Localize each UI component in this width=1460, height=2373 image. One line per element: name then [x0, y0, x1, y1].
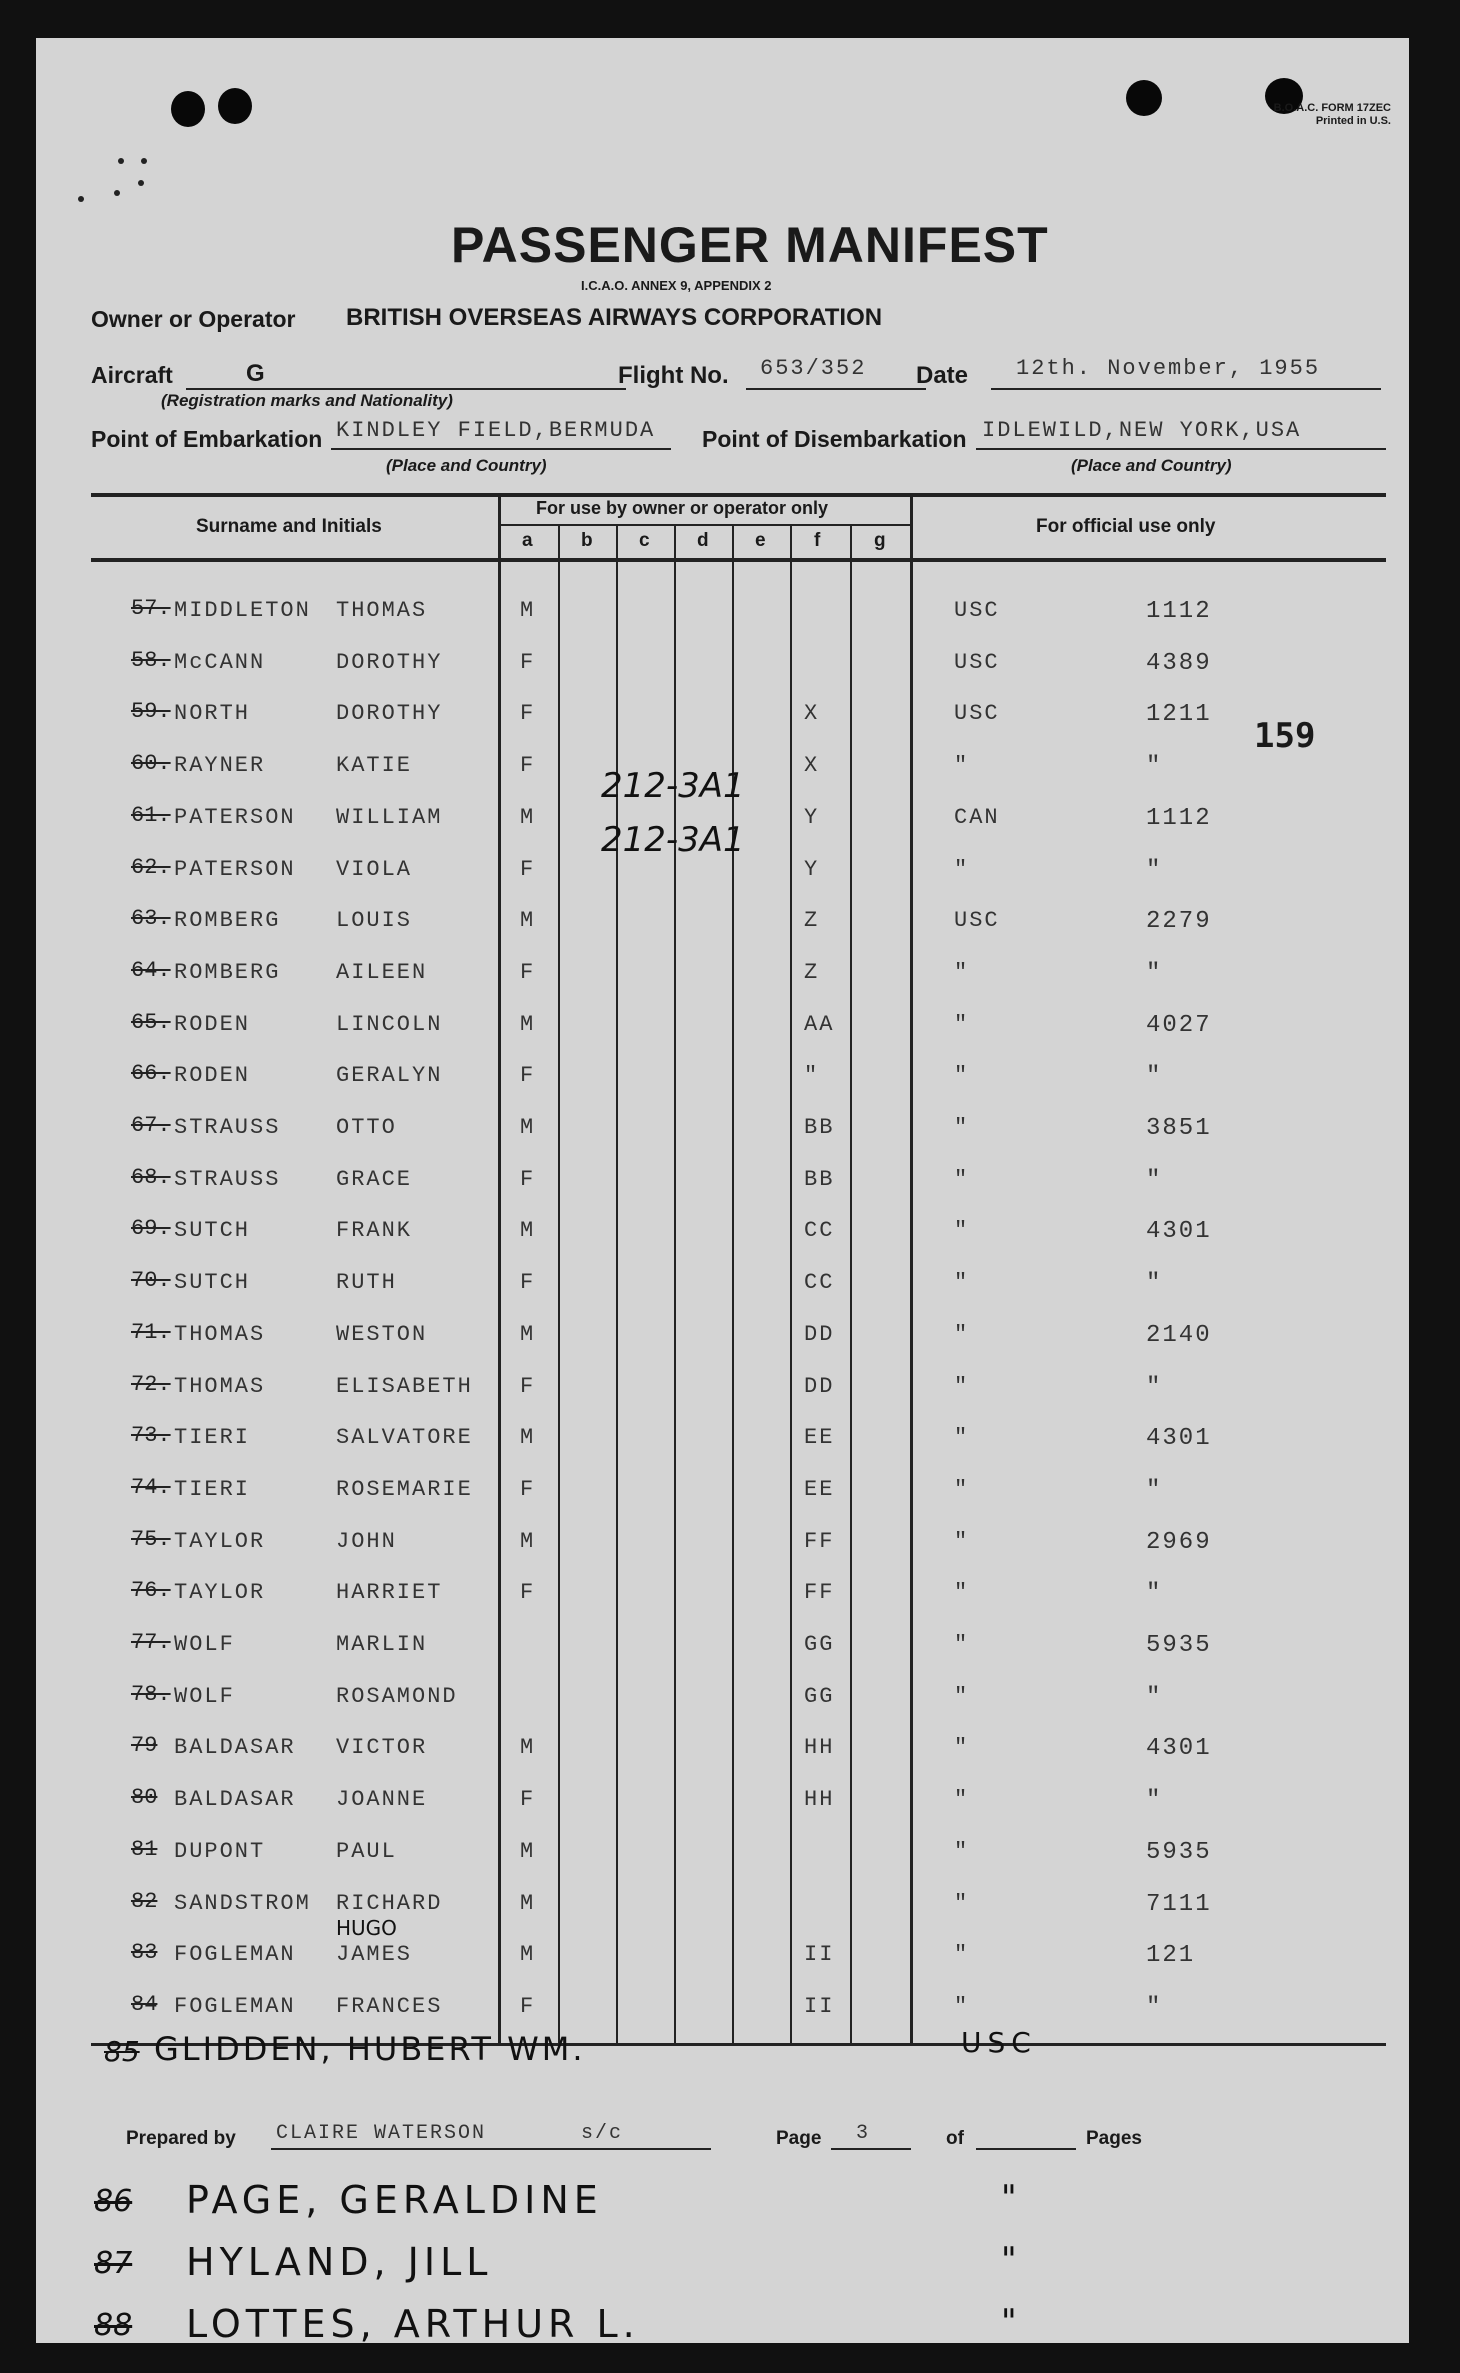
row-official-2: 4301 — [1146, 1735, 1212, 1762]
row-surname: PATERSON — [174, 805, 296, 830]
footer-row-number: 87 — [94, 2246, 133, 2281]
hugo-note: HUGO — [336, 1916, 397, 1940]
row-given-name: OTTO — [336, 1115, 397, 1140]
footer-row-mark: " — [1001, 2240, 1017, 2280]
row-official-2: 1112 — [1146, 805, 1212, 832]
row-col-a: M — [520, 1839, 536, 1864]
row-given-name: ROSEMARIE — [336, 1477, 473, 1502]
row-col-f: CC — [804, 1270, 835, 1295]
row-official-1: " — [954, 1477, 970, 1502]
extra-row-official: USC — [961, 2026, 1037, 2059]
row-official-2: 2279 — [1146, 908, 1212, 935]
row-number: 59. — [131, 699, 171, 724]
row-col-f: II — [804, 1994, 835, 2019]
form-ref-text: B.O.A.C. FORM 17ZEC — [1273, 102, 1391, 114]
row-official-2: 4389 — [1146, 650, 1212, 677]
column-rule — [790, 524, 792, 2043]
row-col-a: M — [520, 1115, 536, 1140]
row-col-a: F — [520, 1787, 536, 1812]
row-col-f: HH — [804, 1787, 835, 1812]
row-col-a: F — [520, 1580, 536, 1605]
sub-column-header-f: f — [814, 530, 821, 551]
row-surname: SUTCH — [174, 1218, 251, 1243]
punch-hole-2 — [218, 88, 252, 124]
row-official-2: " — [1146, 1787, 1163, 1814]
row-official-1: " — [954, 1374, 970, 1399]
row-col-f: AA — [804, 1012, 835, 1037]
row-official-2: " — [1146, 1994, 1163, 2021]
col-owner-header: For use by owner or operator only — [536, 498, 829, 518]
embark-label: Point of Embarkation — [91, 426, 323, 452]
row-surname: ROMBERG — [174, 908, 281, 933]
row-col-f: FF — [804, 1529, 835, 1554]
row-col-a: F — [520, 1270, 536, 1295]
footer-row-name: HYLAND, JILL — [186, 2240, 493, 2284]
row-number: 74. — [131, 1475, 171, 1500]
row-given-name: THOMAS — [336, 598, 428, 623]
row-official-2: " — [1146, 857, 1163, 884]
row-number: 67. — [131, 1113, 171, 1138]
row-number: 76. — [131, 1578, 171, 1603]
row-given-name: FRANK — [336, 1218, 413, 1243]
aircraft-label: Aircraft — [91, 362, 173, 388]
row-col-a: F — [520, 1374, 536, 1399]
row-col-a: M — [520, 1891, 536, 1916]
row-col-a: M — [520, 805, 536, 830]
sub-column-header-b: b — [581, 530, 593, 551]
flight-underline — [746, 388, 926, 390]
row-col-a: M — [520, 1425, 536, 1450]
row-number: 71. — [131, 1320, 171, 1345]
row-surname: WOLF — [174, 1684, 235, 1709]
footer-row-number: 86 — [94, 2184, 133, 2219]
row-official-1: " — [954, 1580, 970, 1605]
row-surname: THOMAS — [174, 1322, 266, 1347]
page-title: PASSENGER MANIFEST — [451, 217, 1049, 273]
row-official-1: USC — [954, 598, 1000, 623]
sub-column-header-c: c — [639, 530, 650, 551]
row-official-2: " — [1146, 1580, 1163, 1607]
form-reference — [1171, 102, 1391, 128]
row-given-name: JOANNE — [336, 1787, 428, 1812]
row-given-name: GERALYN — [336, 1063, 443, 1088]
prepared-suffix: s/c — [581, 2122, 624, 2145]
row-official-2: 2969 — [1146, 1529, 1212, 1556]
row-official-1: USC — [954, 701, 1000, 726]
row-surname: TAYLOR — [174, 1580, 266, 1605]
row-number: 66. — [131, 1061, 171, 1086]
embark-underline — [331, 448, 671, 450]
row-official-2: 4301 — [1146, 1218, 1212, 1245]
row-surname: RODEN — [174, 1063, 251, 1088]
row-official-1: " — [954, 753, 970, 778]
row-col-f: Y — [804, 805, 820, 830]
row-col-a: F — [520, 753, 536, 778]
row-col-f: II — [804, 1942, 835, 1967]
row-col-f: Y — [804, 857, 820, 882]
row-official-2: 4027 — [1146, 1012, 1212, 1039]
row-official-1: USC — [954, 908, 1000, 933]
row-given-name: VIOLA — [336, 857, 413, 882]
row-number: 77. — [131, 1630, 171, 1655]
row-number: 82 — [131, 1889, 158, 1914]
column-rule — [558, 524, 560, 2043]
disembark-label: Point of Disembarkation — [702, 426, 967, 452]
row-official-2: 1211 — [1146, 701, 1212, 728]
footer-row-name: LOTTES, ARTHUR L. — [186, 2302, 640, 2346]
row-given-name: JOHN — [336, 1529, 397, 1554]
row-col-f: EE — [804, 1425, 835, 1450]
row-official-2: 3851 — [1146, 1115, 1212, 1142]
speck-5 — [141, 158, 147, 164]
row-surname: SUTCH — [174, 1270, 251, 1295]
aircraft-value: G — [246, 360, 265, 387]
row-col-f: Z — [804, 960, 820, 985]
disembark-underline — [976, 448, 1386, 450]
row-official-2: 4301 — [1146, 1425, 1212, 1452]
row-official-1: " — [954, 1787, 970, 1812]
row-given-name: WILLIAM — [336, 805, 443, 830]
of-label: of — [946, 2128, 964, 2149]
row-given-name: SALVATORE — [336, 1425, 473, 1450]
row-col-a: F — [520, 857, 536, 882]
row-surname: STRAUSS — [174, 1167, 281, 1192]
row-surname: ROMBERG — [174, 960, 281, 985]
row-surname: RAYNER — [174, 753, 266, 778]
col-surname-header: Surname and Initials — [196, 516, 382, 537]
speck-4 — [78, 196, 84, 202]
row-official-1: " — [954, 1425, 970, 1450]
row-official-1: CAN — [954, 805, 1000, 830]
row-official-1: USC — [954, 650, 1000, 675]
row-col-a: F — [520, 1477, 536, 1502]
row-official-1: " — [954, 1994, 970, 2019]
row-official-1: " — [954, 1684, 970, 1709]
row-col-a: M — [520, 908, 536, 933]
flight-label: Flight No. — [618, 362, 729, 389]
form-printed-text: Printed in U.S. — [1315, 115, 1391, 127]
row-number: 72. — [131, 1372, 171, 1397]
row-official-1: " — [954, 1322, 970, 1347]
row-surname: FOGLEMAN — [174, 1994, 296, 2019]
row-number: 61. — [131, 803, 171, 828]
manifest-sheet — [36, 38, 1409, 2346]
row-official-2: " — [1146, 753, 1163, 780]
extra-row-number: 85 — [104, 2035, 140, 2068]
row-col-f: X — [804, 701, 820, 726]
sub-column-header-a: a — [522, 530, 533, 551]
row-col-a: M — [520, 1218, 536, 1243]
row-surname: BALDASAR — [174, 1787, 296, 1812]
row-surname: WOLF — [174, 1632, 235, 1657]
pages-label: Pages — [1086, 2128, 1142, 2149]
row-number: 69. — [131, 1216, 171, 1241]
column-rule — [616, 524, 618, 2043]
row-number: 78. — [131, 1682, 171, 1707]
row-official-2: " — [1146, 1167, 1163, 1194]
row-surname: TIERI — [174, 1425, 251, 1450]
row-number: 58. — [131, 648, 171, 673]
row-number: 81 — [131, 1837, 158, 1862]
row-number: 63. — [131, 906, 171, 931]
row-col-f: GG — [804, 1684, 835, 1709]
row-given-name: ROSAMOND — [336, 1684, 458, 1709]
row-number: 57. — [131, 596, 171, 621]
speck-2 — [114, 190, 120, 196]
row-official-1: " — [954, 1063, 970, 1088]
row-surname: RODEN — [174, 1012, 251, 1037]
row-official-2: " — [1146, 1063, 1163, 1090]
row-number: 80 — [131, 1785, 158, 1810]
row-number: 83 — [131, 1940, 158, 1965]
row-number: 75. — [131, 1527, 171, 1552]
row-official-1: " — [954, 1839, 970, 1864]
disembark-note: (Place and Country) — [1071, 456, 1232, 475]
row-official-2: " — [1146, 1477, 1163, 1504]
column-rule — [674, 524, 676, 2043]
table-header-rule — [91, 558, 1386, 562]
row-surname: STRAUSS — [174, 1115, 281, 1140]
owner-label: Owner or Operator — [91, 306, 296, 332]
row-official-1: " — [954, 1891, 970, 1916]
row-col-a: F — [520, 1167, 536, 1192]
handwritten-code-2: 212-3A1 — [601, 820, 745, 860]
row-col-a: F — [520, 1063, 536, 1088]
row-official-2: " — [1146, 1270, 1163, 1297]
row-surname: THOMAS — [174, 1374, 266, 1399]
row-official-1: " — [954, 960, 970, 985]
row-given-name: DOROTHY — [336, 701, 443, 726]
row-given-name: MARLIN — [336, 1632, 428, 1657]
row-official-1: " — [954, 1012, 970, 1037]
page-subtitle: I.C.A.O. ANNEX 9, APPENDIX 2 — [581, 278, 772, 293]
page-value: 3 — [856, 2122, 871, 2145]
row-given-name: LINCOLN — [336, 1012, 443, 1037]
row-col-f: X — [804, 753, 820, 778]
registration-note: (Registration marks and Nationality) — [161, 391, 453, 410]
date-value: 12th. November, 1955 — [1016, 356, 1321, 381]
row-surname: MIDDLETON — [174, 598, 311, 623]
row-col-f: FF — [804, 1580, 835, 1605]
row-official-1: " — [954, 1942, 970, 1967]
row-official-1: " — [954, 1115, 970, 1140]
extra-row-name: GLIDDEN, HUBERT WM. — [154, 2030, 586, 2068]
row-col-f: HH — [804, 1735, 835, 1760]
row-given-name: KATIE — [336, 753, 413, 778]
row-official-2: 5935 — [1146, 1839, 1212, 1866]
footer-row-name: PAGE, GERALDINE — [186, 2178, 603, 2222]
row-official-2: " — [1146, 1684, 1163, 1711]
column-rule — [910, 493, 913, 2043]
row-col-f: BB — [804, 1115, 835, 1140]
row-official-1: " — [954, 1167, 970, 1192]
row-official-2: " — [1146, 960, 1163, 987]
prepared-underline — [271, 2148, 711, 2150]
row-official-2: 1112 — [1146, 598, 1212, 625]
row-official-1: " — [954, 1632, 970, 1657]
row-col-f: DD — [804, 1322, 835, 1347]
column-rule — [732, 524, 734, 2043]
row-surname: McCANN — [174, 650, 266, 675]
row-col-f: Z — [804, 908, 820, 933]
row-number: 73. — [131, 1423, 171, 1448]
row-official-1: " — [954, 1529, 970, 1554]
row-given-name: RUTH — [336, 1270, 397, 1295]
row-surname: TAYLOR — [174, 1529, 266, 1554]
footer-row-mark: " — [1001, 2302, 1017, 2342]
col-official-header: For official use only — [1036, 516, 1216, 537]
row-given-name: FRANCES — [336, 1994, 443, 2019]
row-number: 68. — [131, 1165, 171, 1190]
row-given-name: RICHARD — [336, 1891, 443, 1916]
prepared-value: CLAIRE WATERSON — [276, 2122, 487, 2145]
row-surname: DUPONT — [174, 1839, 266, 1864]
date-underline — [991, 388, 1381, 390]
row-col-f: " — [804, 1063, 820, 1088]
row-number: 64. — [131, 958, 171, 983]
prepared-label: Prepared by — [126, 2128, 236, 2149]
row-official-2: 2140 — [1146, 1322, 1212, 1349]
row-col-a: F — [520, 1994, 536, 2019]
row-given-name: AILEEN — [336, 960, 428, 985]
row-surname: BALDASAR — [174, 1735, 296, 1760]
row-surname: FOGLEMAN — [174, 1942, 296, 1967]
row-surname: PATERSON — [174, 857, 296, 882]
row-col-a: M — [520, 1012, 536, 1037]
row-number: 62. — [131, 855, 171, 880]
row-col-f: CC — [804, 1218, 835, 1243]
page-label: Page — [776, 2128, 822, 2149]
row-official-1: " — [954, 1270, 970, 1295]
row-number: 60. — [131, 751, 171, 776]
row-official-1: " — [954, 1218, 970, 1243]
speck-3 — [138, 180, 144, 186]
row-col-a: M — [520, 1942, 536, 1967]
sub-column-header-g: g — [874, 530, 886, 551]
row-surname: TIERI — [174, 1477, 251, 1502]
row-given-name: ELISABETH — [336, 1374, 473, 1399]
side-number: 159 — [1254, 716, 1316, 756]
row-surname: SANDSTROM — [174, 1891, 311, 1916]
punch-hole-1 — [171, 91, 205, 127]
row-col-a: F — [520, 701, 536, 726]
row-col-f: EE — [804, 1477, 835, 1502]
row-number: 70. — [131, 1268, 171, 1293]
row-number: 79 — [131, 1733, 158, 1758]
row-official-2: " — [1146, 1374, 1163, 1401]
row-given-name: GRACE — [336, 1167, 413, 1192]
row-official-1: " — [954, 1735, 970, 1760]
row-col-a: F — [520, 960, 536, 985]
of-underline — [976, 2148, 1076, 2150]
footer-row-mark: " — [1001, 2178, 1017, 2218]
row-col-a: M — [520, 1322, 536, 1347]
row-official-2: 7111 — [1146, 1891, 1212, 1918]
column-rule — [498, 493, 501, 2043]
embark-value: KINDLEY FIELD,BERMUDA — [336, 418, 656, 443]
row-col-f: BB — [804, 1167, 835, 1192]
aircraft-underline — [186, 388, 626, 390]
row-number: 84 — [131, 1992, 158, 2017]
table-top-rule — [91, 493, 1386, 497]
owner-value: BRITISH OVERSEAS AIRWAYS CORPORATION — [346, 304, 883, 331]
page-underline — [831, 2148, 911, 2150]
row-given-name: WESTON — [336, 1322, 428, 1347]
row-given-name: PAUL — [336, 1839, 397, 1864]
row-official-2: 121 — [1146, 1942, 1196, 1969]
speck-1 — [118, 158, 124, 164]
date-label: Date — [916, 362, 969, 389]
footer-row-number: 88 — [94, 2308, 133, 2343]
flight-value: 653/352 — [760, 356, 867, 381]
row-col-a: F — [520, 650, 536, 675]
row-official-2: 5935 — [1146, 1632, 1212, 1659]
column-rule — [850, 524, 852, 2043]
sub-column-header-d: d — [697, 530, 709, 551]
row-official-1: " — [954, 857, 970, 882]
row-col-a: M — [520, 598, 536, 623]
row-given-name: JAMES — [336, 1942, 413, 1967]
punch-hole-3 — [1126, 80, 1162, 116]
row-col-f: GG — [804, 1632, 835, 1657]
row-col-a: M — [520, 1529, 536, 1554]
row-given-name: LOUIS — [336, 908, 413, 933]
row-given-name: DOROTHY — [336, 650, 443, 675]
row-given-name: HARRIET — [336, 1580, 443, 1605]
row-given-name: VICTOR — [336, 1735, 428, 1760]
row-col-f: DD — [804, 1374, 835, 1399]
row-surname: NORTH — [174, 701, 251, 726]
sub-column-header-e: e — [755, 530, 766, 551]
embark-note: (Place and Country) — [386, 456, 547, 475]
row-number: 65. — [131, 1010, 171, 1035]
disembark-value: IDLEWILD,NEW YORK,USA — [982, 418, 1302, 443]
row-col-a: M — [520, 1735, 536, 1760]
handwritten-code-1: 212-3A1 — [601, 766, 745, 806]
